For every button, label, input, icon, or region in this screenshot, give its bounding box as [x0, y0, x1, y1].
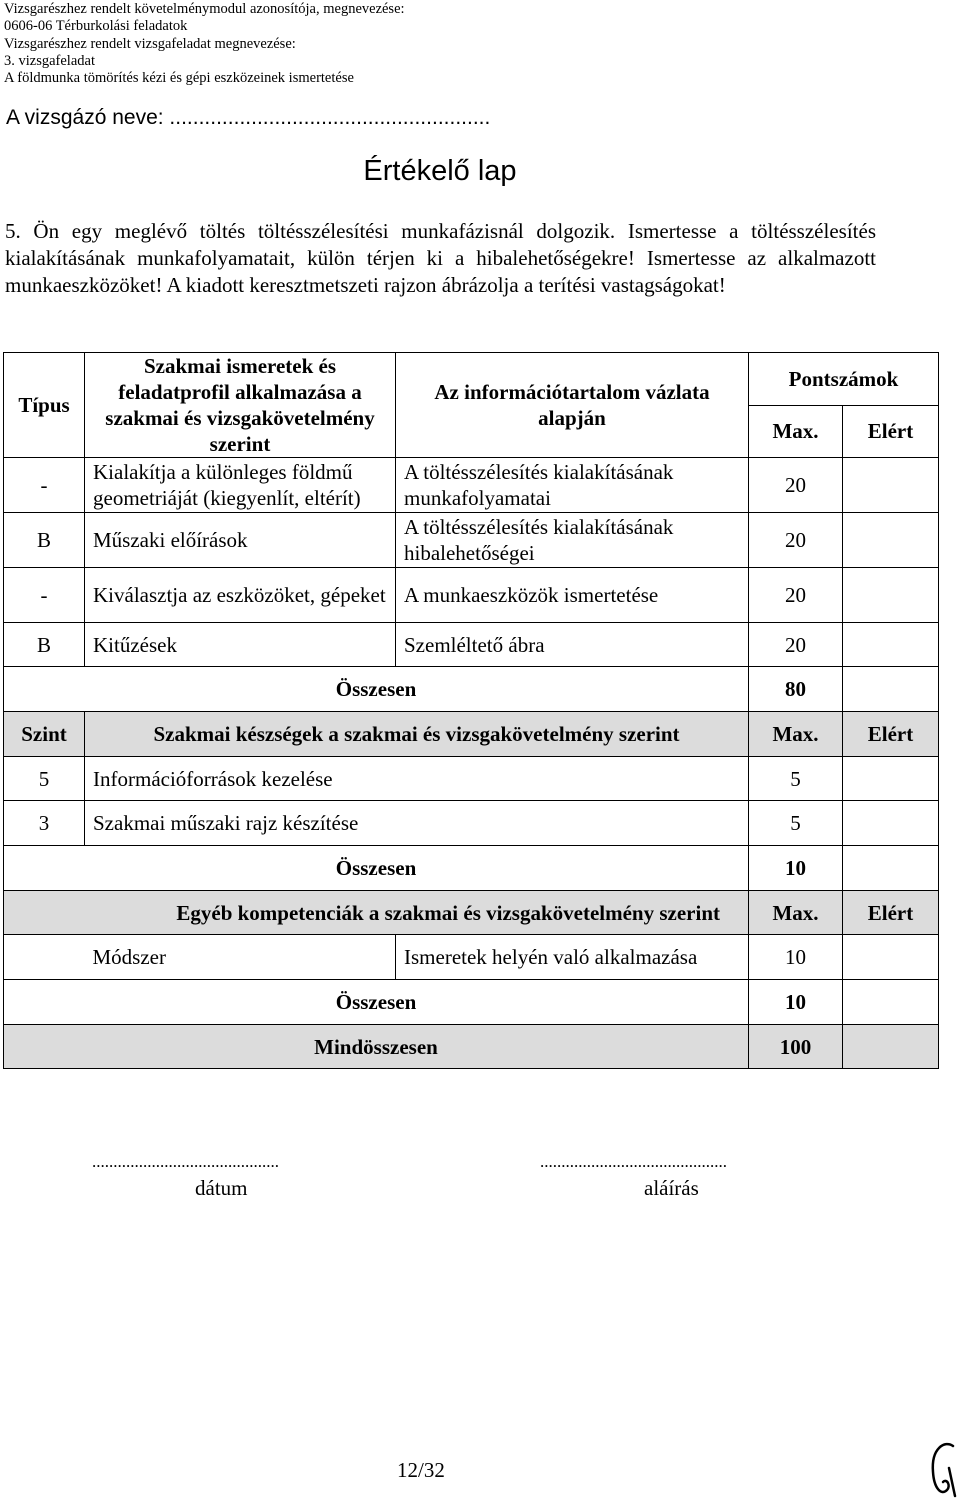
outline-cell: A munkaeszközök ismertetése — [396, 568, 749, 623]
max-cell: 20 — [749, 623, 843, 667]
type-cell: - — [4, 568, 85, 623]
max-cell: 10 — [749, 935, 843, 980]
achieved-cell — [843, 1025, 939, 1069]
header-line: A földmunka tömörítés kézi és gépi eszközeinek ismertetése — [4, 70, 354, 87]
skills-header-row — [4, 712, 939, 757]
signature-dots: ............................................ — [540, 1152, 727, 1171]
knowledge-header: Szakmai ismeretek és feladatprofil alkalmazása a szakmai és vizsgakövetelmény szerint — [85, 353, 396, 458]
table-row — [4, 513, 939, 568]
grand-total-value: 100 — [749, 1025, 843, 1069]
table-row — [4, 935, 939, 980]
max-header: Max. — [749, 712, 843, 757]
header-line: 0606-06 Térburkolási feladatok — [4, 18, 188, 35]
table-row — [4, 801, 939, 846]
achieved-cell — [843, 935, 939, 980]
page-number: 12/32 — [397, 1458, 445, 1482]
subtotal-row — [4, 980, 939, 1025]
achieved-cell — [843, 568, 939, 623]
knowledge-cell: Kiválasztja az eszközöket, gépeket — [85, 568, 396, 623]
subtotal-label: Összesen — [4, 980, 749, 1025]
achieved-cell — [843, 667, 939, 712]
achieved-header: Elért — [843, 405, 939, 458]
achieved-header: Elért — [843, 891, 939, 935]
max-cell: 5 — [749, 801, 843, 846]
blank-cell — [4, 935, 85, 980]
type-header: Típus — [4, 353, 85, 458]
max-header: Max. — [749, 405, 843, 458]
grand-total-label: Mindösszesen — [4, 1025, 749, 1069]
level-cell: 3 — [4, 801, 85, 846]
max-cell: 20 — [749, 458, 843, 513]
achieved-header: Elért — [843, 712, 939, 757]
knowledge-cell: Kitűzések — [85, 623, 396, 667]
achieved-cell — [843, 513, 939, 568]
table-row — [4, 568, 939, 623]
subtotal-row — [4, 667, 939, 712]
outline-cell: Szemléltető ábra — [396, 623, 749, 667]
evaluation-table — [3, 352, 939, 1069]
subtotal-row — [4, 846, 939, 891]
max-cell: 20 — [749, 513, 843, 568]
achieved-cell — [843, 757, 939, 801]
achieved-cell — [843, 980, 939, 1025]
skills-header: Szakmai készségek a szakmai és vizsgakövetelmény szerint — [85, 712, 749, 757]
header-line: Vizsgarészhez rendelt vizsgafeladat megnevezése: — [4, 35, 296, 52]
date-dots: ............................................ — [92, 1152, 279, 1171]
candidate-name-line: A vizsgázó neve: ....................................................... — [6, 106, 491, 129]
level-cell: 5 — [4, 757, 85, 801]
outline-header: Az információtartalom vázlata alapján — [396, 353, 749, 458]
subtotal-label: Összesen — [4, 846, 749, 891]
other-header: Egyéb kompetenciák a szakmai és vizsgakövetelmény szerint — [4, 891, 749, 935]
outline-cell: A töltésszélesítés kialakításának munkafolyamatai — [396, 458, 749, 513]
date-label: dátum — [195, 1176, 248, 1200]
points-header: Pontszámok — [749, 353, 939, 406]
knowledge-cell: Műszaki előírások — [85, 513, 396, 568]
achieved-cell — [843, 846, 939, 891]
header-line: 3. vizsgafeladat — [4, 52, 95, 69]
skill-cell: Információforrások kezelése — [85, 757, 749, 801]
signature-label: aláírás — [644, 1176, 699, 1200]
achieved-cell — [843, 801, 939, 846]
type-cell: B — [4, 623, 85, 667]
max-cell: 20 — [749, 568, 843, 623]
knowledge-cell: Kialakítja a különleges földmű geometriáját (kiegyenlít, eltérít) — [85, 458, 396, 513]
subtotal-value: 10 — [749, 980, 843, 1025]
document-header — [4, 1, 405, 87]
task-description: 5. Ön egy meglévő töltés töltésszélesítési munkafázisnál dolgozik. Ismertesse a töltésszélesítés kialakításának munkafolyamatait, külön térjen ki a hibalehetőségekre! Ismertesse az alkalmazott munkaeszközöket! A kiadott keresztmetszeti rajzon ábrázolja a terítési vastagságokat! — [5, 219, 876, 297]
subtotal-value: 10 — [749, 846, 843, 891]
subtotal-value: 80 — [749, 667, 843, 712]
achieved-cell — [843, 623, 939, 667]
max-cell: 5 — [749, 757, 843, 801]
other-header-row — [4, 891, 939, 935]
max-header: Max. — [749, 891, 843, 935]
table-row — [4, 757, 939, 801]
subtotal-label: Összesen — [4, 667, 749, 712]
table-row — [4, 623, 939, 667]
outline-cell: Ismeretek helyén való alkalmazása — [396, 935, 749, 980]
achieved-cell — [843, 458, 939, 513]
table-row — [4, 458, 939, 513]
method-cell: Módszer — [85, 935, 396, 980]
type-cell: B — [4, 513, 85, 568]
handwritten-initial-icon — [925, 1438, 959, 1500]
skill-cell: Szakmai műszaki rajz készítése — [85, 801, 749, 846]
level-header: Szint — [4, 712, 85, 757]
header-line: Vizsgarészhez rendelt követelménymodul azonosítója, megnevezése: — [4, 1, 405, 17]
type-cell: - — [4, 458, 85, 513]
grand-total-row — [4, 1025, 939, 1069]
page-title: Értékelő lap — [363, 155, 517, 187]
outline-cell: A töltésszélesítés kialakításának hibalehetőségei — [396, 513, 749, 568]
